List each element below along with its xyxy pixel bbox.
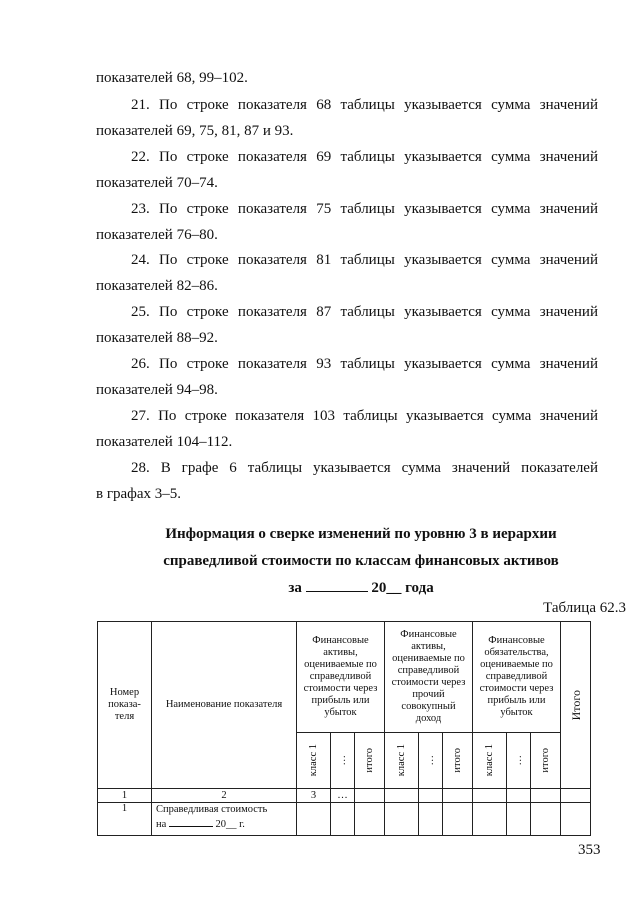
paragraph-24-line1: 24. По строке показателя 81 таблицы указывается сумма значений [131, 252, 598, 268]
colnum-3: 3 [297, 789, 331, 803]
sub-dots-g2: … [419, 733, 443, 789]
header-name: Наименование показателя [152, 622, 297, 789]
paragraph-24-line2: показателей 82–86. [96, 278, 218, 294]
year-blank [306, 579, 368, 592]
table-row [98, 803, 591, 836]
sub-class1-g2: класс 1 [385, 733, 419, 789]
heading-line1: Информация о сверке изменений по уровню 3 в иерархии [165, 526, 557, 542]
table-label: Таблица 62.3 [543, 600, 626, 616]
row1-name-line2: на 20__ г. [156, 816, 292, 831]
paragraph-21-line1: 21. По строке показателя 68 таблицы указывается сумма значений [131, 97, 598, 113]
paragraph-22-line1: 22. По строке показателя 69 таблицы указывается сумма значений [131, 149, 598, 165]
paragraph-28-line2: в графах 3–5. [96, 486, 182, 502]
paragraph-27-line2: показателей 104–112. [96, 434, 233, 450]
paragraph-28-line1: 28. В графе 6 таблицы указывается сумма значений показателей [131, 460, 598, 476]
sub-class1-g1: класс 1 [297, 733, 331, 789]
header-total: Итого [561, 622, 591, 789]
header-group-fvtpl-assets: Финансовые активы, оцениваемые по справедливой стоимости через прибыль или убыток [297, 622, 385, 733]
row1-number: 1 [98, 803, 152, 836]
header-group-fvtpl-liabilities: Финансовые обязательства, оцениваемые по справедливой стоимости через прибыль или убыток [473, 622, 561, 733]
date-blank [169, 816, 213, 827]
header-group-fvoci-assets: Финансовые активы, оцениваемые по справедливой стоимости через прочий совокупный доход [385, 622, 473, 733]
row1-name [152, 803, 297, 836]
paragraph-26-line1: 26. По строке показателя 93 таблицы указывается сумма значений [131, 356, 598, 372]
page-number: 353 [578, 842, 601, 858]
paragraph-25-line1: 25. По строке показателя 87 таблицы указывается сумма значений [131, 304, 598, 320]
paragraph-23-line2: показателей 76–80. [96, 227, 218, 243]
reconciliation-table [97, 621, 591, 836]
paragraph-25-line2: показателей 88–92. [96, 330, 218, 346]
row1-name-line1: Справедливая стоимость [156, 804, 268, 815]
sub-total-g2: итого [443, 733, 473, 789]
colnum-2: 2 [152, 789, 297, 803]
sub-dots-g3: … [507, 733, 531, 789]
heading-line2: справедливой стоимости по классам финансовых активов [163, 553, 559, 569]
colnum-4: … [331, 789, 355, 803]
colnum-1: 1 [98, 789, 152, 803]
paragraph-27-line1: 27. По строке показателя 103 таблицы указывается сумма значений [131, 408, 598, 424]
paragraph-26-line2: показателей 94–98. [96, 382, 218, 398]
heading-year-suffix: 20__ года [371, 580, 434, 596]
heading-line3 [96, 579, 626, 597]
sub-total-g3: итого [531, 733, 561, 789]
sub-total-g1: итого [355, 733, 385, 789]
sub-dots-g1: … [331, 733, 355, 789]
header-number: Номер показа-теля [98, 622, 152, 789]
sub-class1-g3: класс 1 [473, 733, 507, 789]
paragraph-22-line2: показателей 70–74. [96, 175, 218, 191]
heading-year-prefix: за [288, 580, 302, 596]
paragraph-23-line1: 23. По строке показателя 75 таблицы указывается сумма значений [131, 201, 598, 217]
table-row [98, 789, 591, 803]
paragraph-21-line2: показателей 69, 75, 81, 87 и 93. [96, 123, 294, 139]
paragraph-continuation: показателей 68, 99–102. [96, 70, 248, 86]
